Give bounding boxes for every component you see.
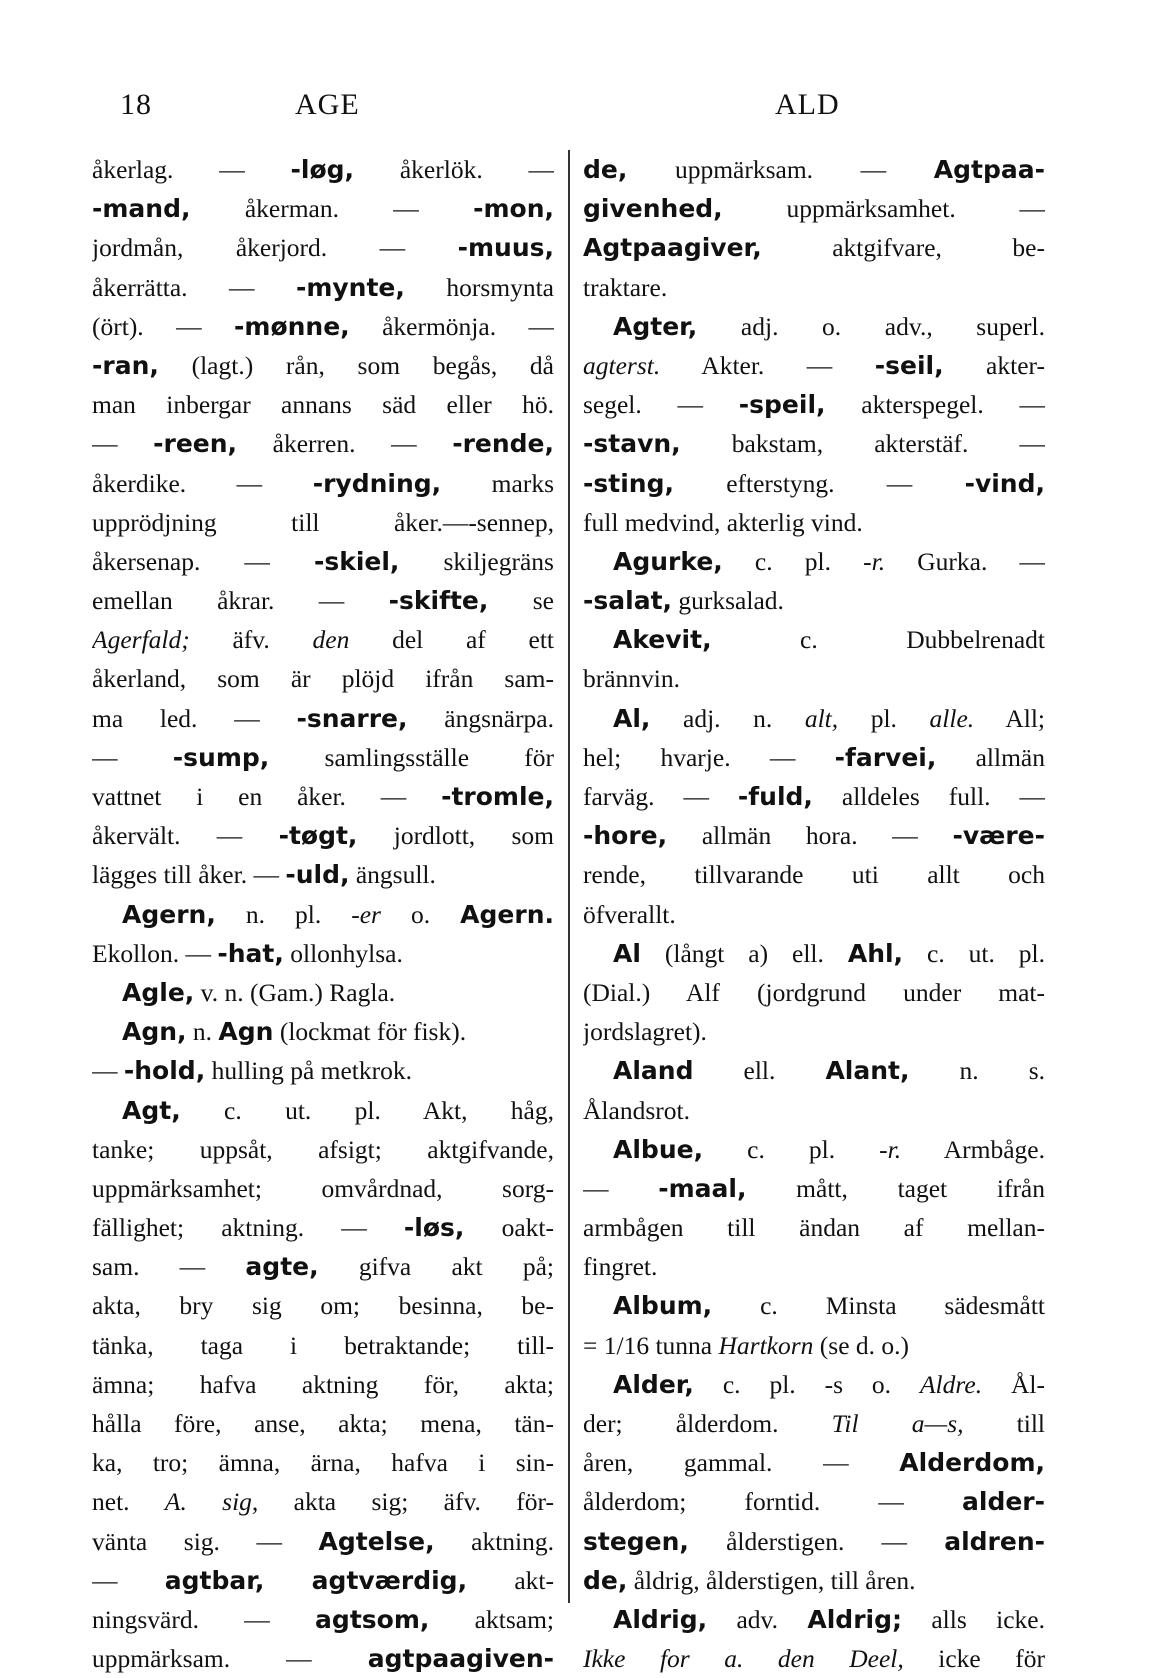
text-line: ningsvärd. — agtsom, aktsam; [92,1604,554,1634]
text-line: (Dial.) Alf (jordgrund under mat- [583,977,1045,1007]
text-line: Ekollon. — -hat, ollonhylsa. [92,938,403,968]
text-line: -salat, gurksalad. [583,586,784,616]
text-line: åkervält. — -tøgt, jordlott, som [92,821,554,851]
text-line: fingret. [583,1252,658,1282]
text-line: man inbergar annans säd eller hö. [92,390,554,420]
text-line: rende, tillvarande uti allt och [583,860,1045,890]
text-line: Agn, n. Agn (lockmat för fisk). [122,1017,467,1047]
text-line: åkerrätta. — -mynte, horsmynta [92,272,554,302]
text-line: -ran, (lagt.) rån, som begås, då [92,350,554,380]
text-line: åkerland, som är plöjd ifrån sam- [92,664,554,694]
page-number: 18 [120,88,152,121]
left-column [92,150,554,1678]
text-line: vänta sig. — Agtelse, aktning. [92,1526,554,1556]
guide-word-left: AGE [295,88,360,121]
text-line: Agern, n. pl. -er o. Agern. [122,899,554,929]
text-line: jordslagret). [583,1017,707,1047]
text-line: åkerlag. — -løg, åkerlök. — [92,155,554,184]
text-line: öfverallt. [583,899,676,929]
text-line: armbågen till ändan af mellan- [583,1213,1045,1243]
page-header [112,88,1057,128]
text-line: åren, gammal. — Alderdom, [583,1448,1045,1478]
text-line: ämna; hafva aktning för, akta; [92,1369,554,1399]
text-line: -mand, åkerman. — -mon, [92,194,554,224]
text-line: tänka, taga i betraktande; till- [92,1330,554,1360]
text-line: Agurke, c. pl. -r. Gurka. — [613,546,1045,576]
text-line: sam. — agte, gifva akt på; [92,1252,554,1282]
text-line: Al (långt a) ell. Ahl, c. ut. pl. [613,938,1045,968]
text-line: Aland ell. Alant, n. s. [613,1056,1045,1086]
text-line: ma led. — -snarre, ängsnärpa. [92,703,554,733]
text-line: ka, tro; ämna, ärna, hafva i sin- [92,1448,554,1478]
text-line: -stavn, bakstam, akterstäf. — [583,429,1045,459]
text-line: tanke; uppsåt, afsigt; aktgifvande, [92,1134,554,1164]
text-line: Albue, c. pl. -r. Armbåge. [613,1134,1045,1164]
text-line: brännvin. [583,664,681,694]
text-line: full medvind, akterlig vind. [583,507,863,537]
column-divider [568,150,570,1603]
text-line: uppmärksam. — agtpaagiven- [92,1644,554,1674]
text-line: givenhed, uppmärksamhet. — [583,194,1045,224]
text-line: — agtbar, agtværdig, akt- [92,1565,554,1595]
text-line: -hore, allmän hora. — -være- [583,821,1045,851]
text-line: Al, adj. n. alt, pl. alle. All; [613,703,1045,733]
text-line: Agter, adj. o. adv., superl. [613,311,1045,341]
text-line: Akevit, c. Dubbelrenadt [613,625,1045,655]
text-line: åkersenap. — -skiel, skiljegräns [92,546,554,576]
text-line: stegen, ålderstigen. — aldren- [583,1526,1045,1556]
guide-word-right: ALD [775,88,840,121]
text-line: net. A. sig, akta sig; äfv. för- [92,1487,554,1517]
text-line: Aldrig, adv. Aldrig; alls icke. [613,1604,1045,1634]
text-line: (ört). — -mønne, åkermönja. — [92,311,554,341]
text-line: segel. — -speil, akterspegel. — [583,390,1045,420]
text-line: Agerfald; äfv. den del af ett [92,625,554,655]
text-line: Ikke for a. den Deel, icke för [583,1644,1045,1674]
text-line: — -maal, mått, taget ifrån [583,1173,1045,1203]
text-line: Alder, c. pl. -s o. Aldre. Ål- [613,1369,1045,1399]
text-line: hel; hvarje. — -farvei, allmän [583,742,1045,772]
text-line: jordmån, åkerjord. — -muus, [92,233,554,263]
text-line: Agle, v. n. (Gam.) Ragla. [122,977,396,1007]
text-line: uppmärksamhet; omvårdnad, sorg- [92,1173,554,1203]
text-line: ålderdom; forntid. — alder- [583,1487,1045,1517]
text-line: der; ålderdom. Til a—s, till [583,1409,1045,1438]
right-column [583,150,1045,1678]
text-line: agterst. Akter. — -seil, akter- [583,350,1045,380]
text-line: upprödjning till åker.—-sennep, [92,507,554,537]
text-line: Agt, c. ut. pl. Akt, håg, [122,1095,554,1125]
text-line: fällighet; aktning. — -løs, oakt- [92,1213,554,1243]
text-line: akta, bry sig om; besinna, be- [92,1291,554,1321]
text-line: — -reen, åkerren. — -rende, [92,429,554,459]
text-line: lägges till åker. — -uld, ängsull. [92,860,436,890]
text-line: -sting, efterstyng. — -vind, [583,468,1045,498]
text-line: farväg. — -fuld, alldeles full. — [583,782,1045,811]
text-line: = 1/16 tunna Hartkorn (se d. o.) [583,1330,910,1360]
text-line: traktare. [583,272,668,302]
text-line: de, uppmärksam. — Agtpaa- [583,155,1045,184]
text-line: de, åldrig, ålderstigen, till åren. [583,1565,916,1595]
text-line: Album, c. Minsta sädesmått [613,1291,1045,1321]
text-line: hålla före, anse, akta; mena, tän- [92,1409,554,1438]
text-line: åkerdike. — -rydning, marks [92,468,554,498]
text-line: — -sump, samlingsställe för [92,742,554,772]
text-line: — -hold, hulling på metkrok. [92,1056,412,1086]
text-line: vattnet i en åker. — -tromle, [92,782,554,811]
text-line: emellan åkrar. — -skifte, se [92,586,554,616]
text-line: Agtpaagiver, aktgifvare, be- [583,233,1045,263]
text-line: Ålandsrot. [583,1095,690,1125]
